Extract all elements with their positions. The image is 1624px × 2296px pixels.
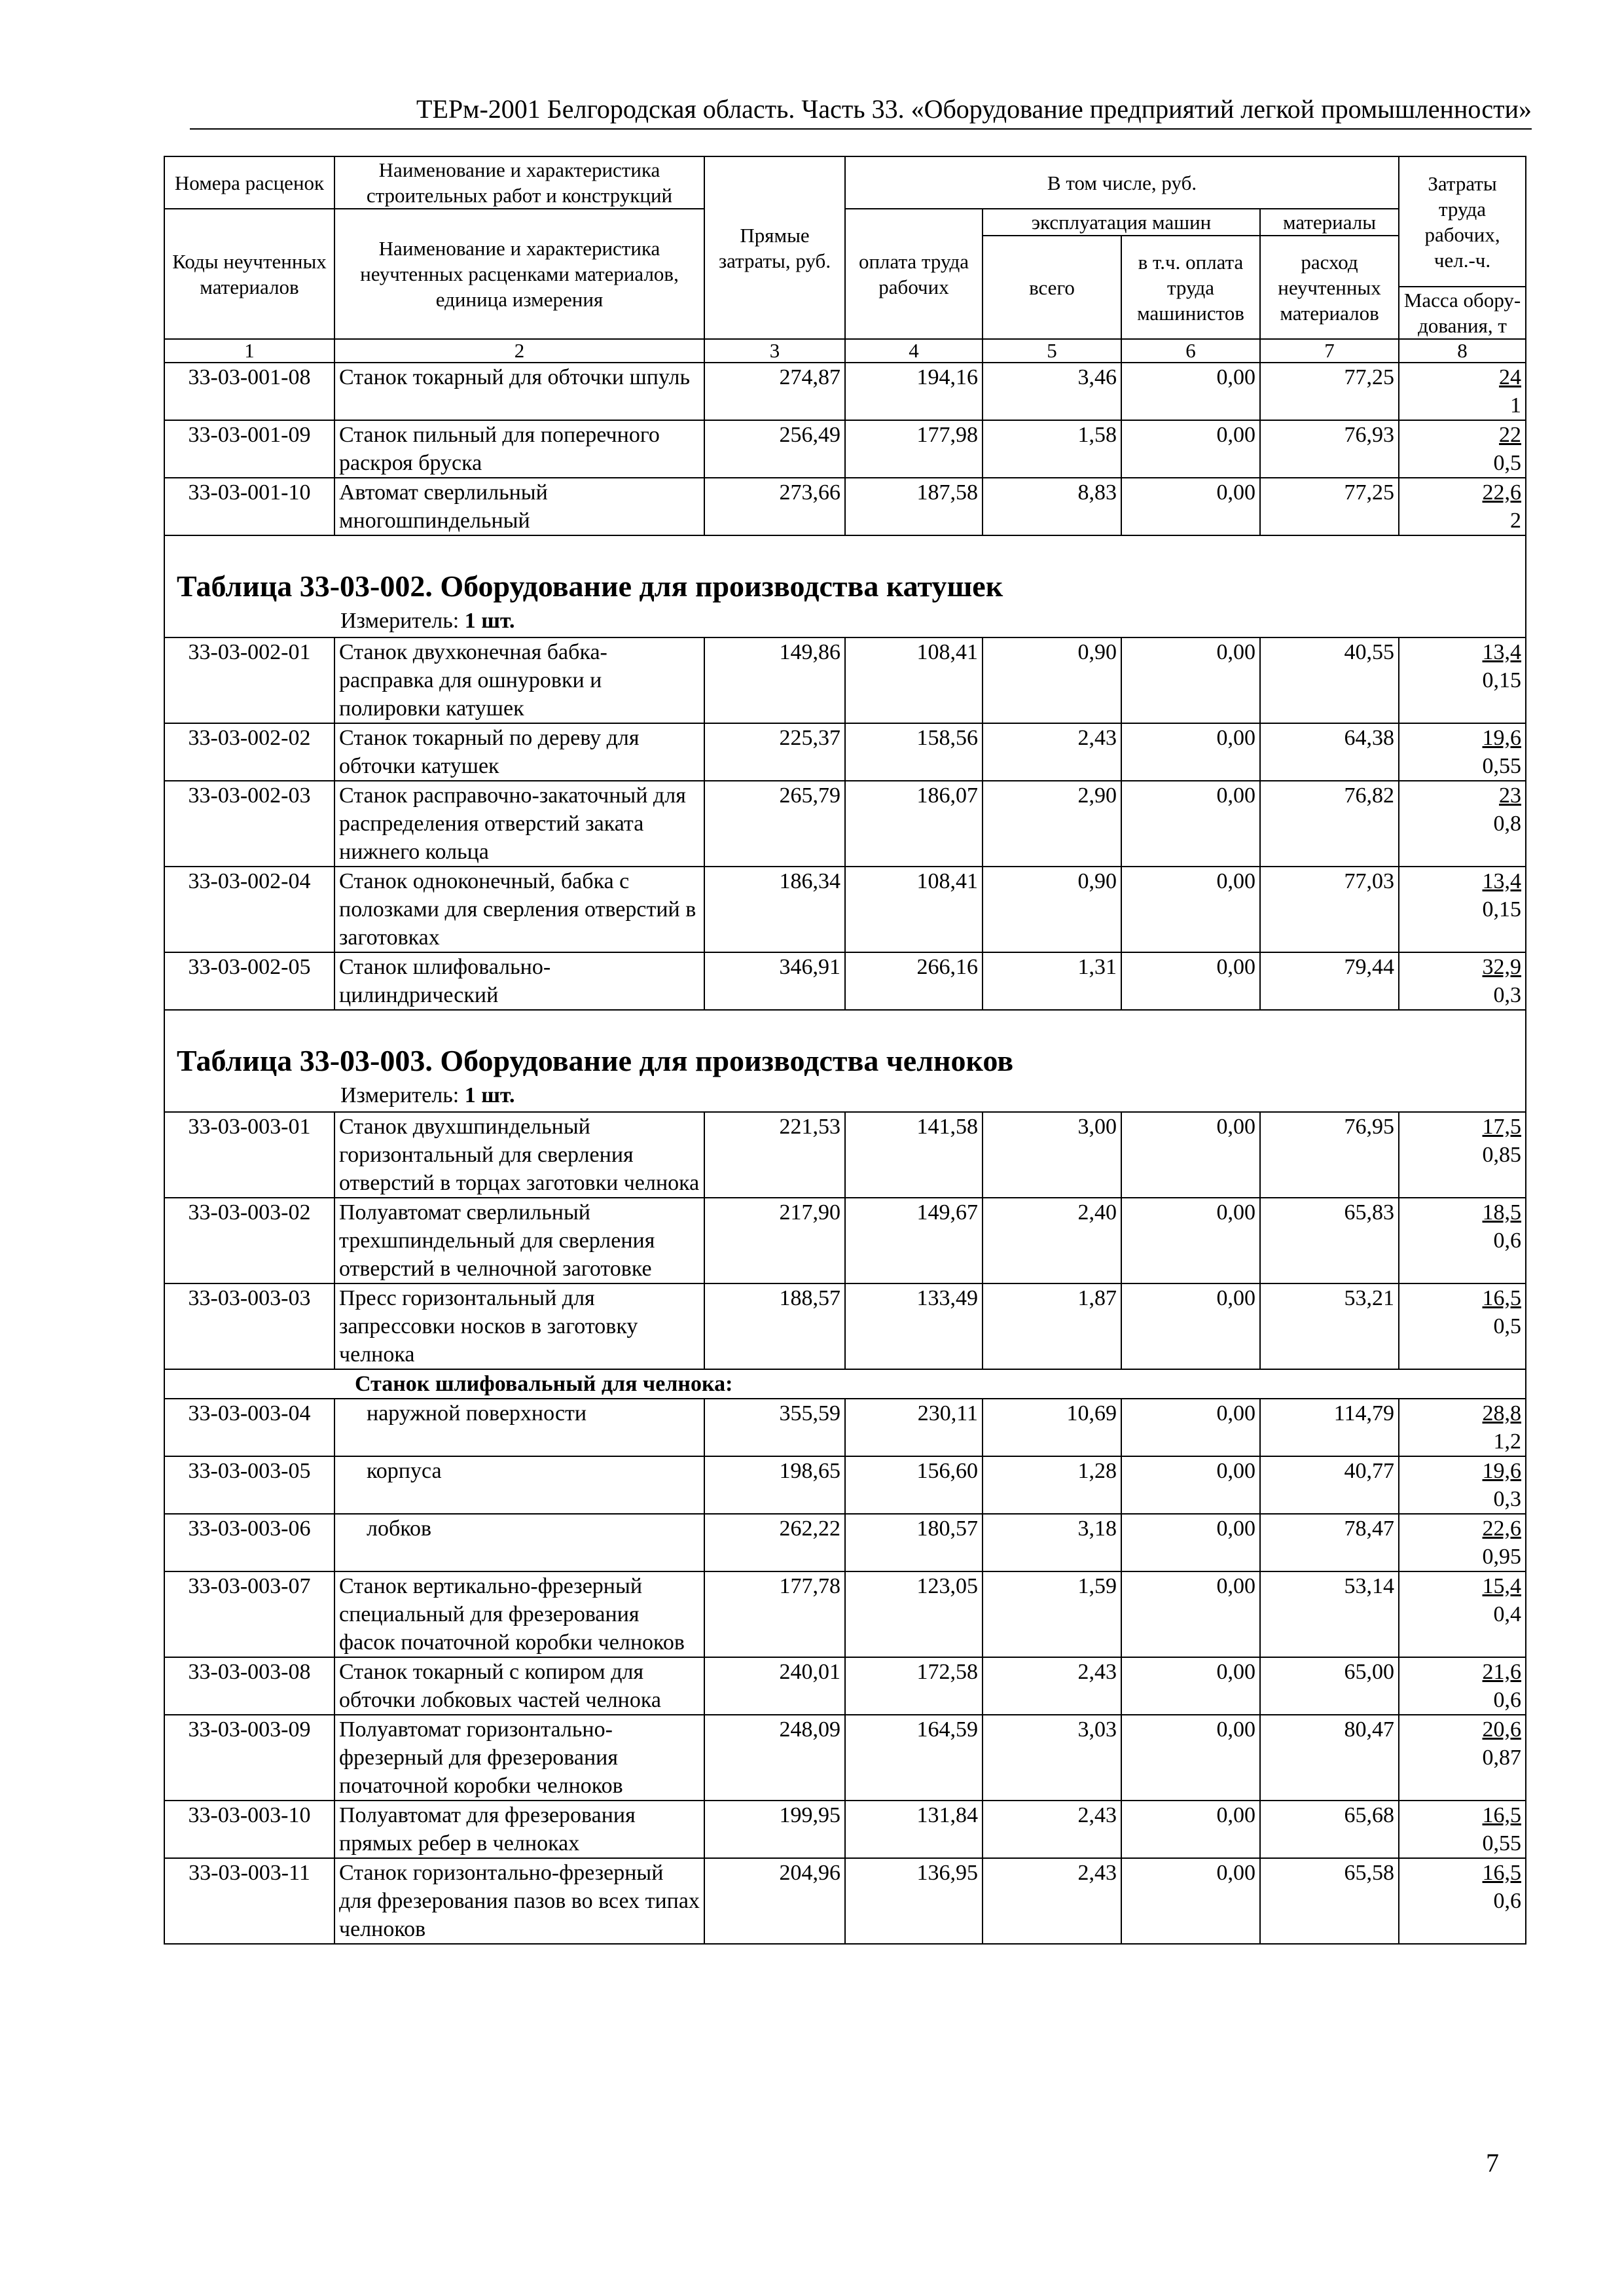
equipment-mass: 0,15 — [1482, 668, 1522, 692]
machinists-pay: 0,00 — [1121, 478, 1260, 535]
rate-name: Полуавтомат для фрезерования прямых ребер в челноках — [334, 1801, 704, 1858]
col-number: 2 — [334, 339, 704, 363]
rate-name: Пресс горизонтальный для запрессовки носков в заготовку челнока — [334, 1283, 704, 1369]
machinists-pay: 0,00 — [1121, 1858, 1260, 1944]
direct-costs: 199,95 — [704, 1801, 845, 1858]
rate-name: Станок двухконечная бабка-расправка для ошнуровки и полировки катушек — [334, 637, 704, 723]
equipment-mass: 1,2 — [1493, 1429, 1522, 1454]
rate-code: 33-03-003-10 — [164, 1801, 334, 1858]
materials-cost: 76,82 — [1260, 781, 1399, 867]
labor-pay: 131,84 — [845, 1801, 983, 1858]
price-table — [164, 156, 1526, 1945]
table-section-heading — [164, 535, 1526, 637]
machinists-pay: 0,00 — [1121, 420, 1260, 478]
labor-hours: 28,8 — [1482, 1401, 1522, 1426]
table-row — [164, 637, 1526, 723]
table-row — [164, 363, 1526, 420]
labor-hours: 22 — [1499, 423, 1522, 447]
table-row — [164, 1456, 1526, 1514]
measure-line — [177, 605, 1513, 637]
materials-cost: 77,03 — [1260, 867, 1399, 952]
direct-costs: 177,78 — [704, 1571, 845, 1657]
labor-and-mass-cell — [1399, 1456, 1526, 1514]
table-body — [164, 363, 1526, 1944]
machines-total: 1,31 — [983, 952, 1121, 1010]
labor-pay: 194,16 — [845, 363, 983, 420]
col-number: 5 — [983, 339, 1121, 363]
table-title: Таблица 33-03-002. Оборудование для производства катушек — [177, 569, 1003, 603]
direct-costs: 248,09 — [704, 1715, 845, 1801]
labor-pay: 133,49 — [845, 1283, 983, 1369]
materials-cost: 65,68 — [1260, 1801, 1399, 1858]
col-number: 7 — [1260, 339, 1399, 363]
machines-total: 3,18 — [983, 1514, 1121, 1571]
labor-and-mass-cell — [1399, 723, 1526, 781]
labor-hours: 23 — [1499, 783, 1522, 808]
machines-total: 1,58 — [983, 420, 1121, 478]
column-number-row — [164, 339, 1526, 363]
equipment-mass: 2 — [1510, 509, 1522, 533]
direct-costs: 204,96 — [704, 1858, 845, 1944]
table-title: Таблица 33-03-003. Оборудование для производства челноков — [177, 1044, 1014, 1077]
labor-and-mass-cell — [1399, 781, 1526, 867]
header-rule — [190, 128, 1532, 130]
rate-name: Станок расправочно-закаточный для распределения отверстий заката нижнего кольца — [334, 781, 704, 867]
rate-code: 33-03-001-10 — [164, 478, 334, 535]
rate-code: 33-03-003-07 — [164, 1571, 334, 1657]
labor-and-mass-cell — [1399, 1198, 1526, 1283]
rate-name: лобков — [334, 1514, 704, 1571]
machines-total: 0,90 — [983, 867, 1121, 952]
labor-and-mass-cell — [1399, 1571, 1526, 1657]
table-row — [164, 1283, 1526, 1369]
direct-costs: 262,22 — [704, 1514, 845, 1571]
labor-pay: 108,41 — [845, 867, 983, 952]
equipment-mass: 0,55 — [1482, 754, 1522, 778]
rate-code: 33-03-001-08 — [164, 363, 334, 420]
direct-costs: 221,53 — [704, 1112, 845, 1198]
rate-code: 33-03-003-05 — [164, 1456, 334, 1514]
machines-total: 1,28 — [983, 1456, 1121, 1514]
labor-and-mass-cell — [1399, 1801, 1526, 1858]
materials-cost: 79,44 — [1260, 952, 1399, 1010]
labor-hours: 16,5 — [1482, 1286, 1522, 1310]
col-header-material-codes: Коды неучтенных материалов — [164, 209, 334, 339]
group-heading: Станок шлифовальный для челнока: — [164, 1369, 1526, 1399]
labor-hours: 18,5 — [1482, 1200, 1522, 1225]
direct-costs: 217,90 — [704, 1198, 845, 1283]
equipment-mass: 1 — [1510, 393, 1522, 418]
labor-pay: 172,58 — [845, 1657, 983, 1715]
rate-code: 33-03-002-04 — [164, 867, 334, 952]
machines-total: 3,46 — [983, 363, 1121, 420]
labor-pay: 108,41 — [845, 637, 983, 723]
machines-total: 0,90 — [983, 637, 1121, 723]
table-row — [164, 952, 1526, 1010]
machines-total: 10,69 — [983, 1399, 1121, 1456]
table-row — [164, 1514, 1526, 1571]
rate-name: Полуавтомат горизонтально-фрезерный для фрезерования початочной коробки челноков — [334, 1715, 704, 1801]
rate-name: Станок вертикально-фрезерный специальный для фрезерования фасок початочной коробки челноков — [334, 1571, 704, 1657]
direct-costs: 274,87 — [704, 363, 845, 420]
materials-cost: 65,83 — [1260, 1198, 1399, 1283]
equipment-mass: 0,95 — [1482, 1545, 1522, 1569]
table-row — [164, 867, 1526, 952]
machinists-pay: 0,00 — [1121, 637, 1260, 723]
group-heading-row — [164, 1369, 1526, 1399]
rate-code: 33-03-002-03 — [164, 781, 334, 867]
materials-cost: 65,00 — [1260, 1657, 1399, 1715]
rate-code: 33-03-002-02 — [164, 723, 334, 781]
direct-costs: 346,91 — [704, 952, 845, 1010]
direct-costs: 355,59 — [704, 1399, 845, 1456]
labor-and-mass-cell — [1399, 1715, 1526, 1801]
materials-cost: 64,38 — [1260, 723, 1399, 781]
machinists-pay: 0,00 — [1121, 952, 1260, 1010]
table-header — [164, 156, 1526, 363]
table-row — [164, 478, 1526, 535]
labor-and-mass-cell — [1399, 1657, 1526, 1715]
materials-cost: 40,55 — [1260, 637, 1399, 723]
machines-total: 8,83 — [983, 478, 1121, 535]
labor-hours: 13,4 — [1482, 640, 1522, 664]
equipment-mass: 0,55 — [1482, 1831, 1522, 1856]
materials-cost: 80,47 — [1260, 1715, 1399, 1801]
rate-name: Станок одноконечный, бабка с полозками для сверления отверстий в заготовках — [334, 867, 704, 952]
col-header-labor-pay: оплата труда рабочих — [845, 209, 983, 339]
machinists-pay: 0,00 — [1121, 1715, 1260, 1801]
direct-costs: 273,66 — [704, 478, 845, 535]
labor-and-mass-cell — [1399, 478, 1526, 535]
page-number: 7 — [1486, 2148, 1499, 2178]
labor-and-mass-cell — [1399, 1399, 1526, 1456]
materials-cost: 53,21 — [1260, 1283, 1399, 1369]
equipment-mass: 0,5 — [1493, 1314, 1522, 1338]
machinists-pay: 0,00 — [1121, 1801, 1260, 1858]
labor-and-mass-cell — [1399, 1283, 1526, 1369]
labor-and-mass-cell — [1399, 952, 1526, 1010]
labor-pay: 230,11 — [845, 1399, 983, 1456]
machinists-pay: 0,00 — [1121, 1283, 1260, 1369]
rate-code: 33-03-003-09 — [164, 1715, 334, 1801]
rate-name: Станок двухшпиндельный горизонтальный для сверления отверстий в торцах заготовки челнока — [334, 1112, 704, 1198]
equipment-mass: 0,8 — [1493, 812, 1522, 836]
machinists-pay: 0,00 — [1121, 867, 1260, 952]
direct-costs: 188,57 — [704, 1283, 845, 1369]
rate-code: 33-03-003-04 — [164, 1399, 334, 1456]
equipment-mass: 0,6 — [1493, 1688, 1522, 1712]
labor-hours: 20,6 — [1482, 1717, 1522, 1742]
measure-value: 1 шт. — [464, 1083, 515, 1107]
labor-pay: 156,60 — [845, 1456, 983, 1514]
equipment-mass: 0,3 — [1493, 983, 1522, 1007]
labor-hours: 19,6 — [1482, 726, 1522, 750]
machines-total: 3,03 — [983, 1715, 1121, 1801]
equipment-mass: 0,6 — [1493, 1229, 1522, 1253]
measure-line — [177, 1080, 1513, 1111]
labor-pay: 136,95 — [845, 1858, 983, 1944]
rate-code: 33-03-002-01 — [164, 637, 334, 723]
labor-hours: 32,9 — [1482, 955, 1522, 979]
labor-hours: 22,6 — [1482, 480, 1522, 505]
equipment-mass: 0,15 — [1482, 897, 1522, 922]
measure-value: 1 шт. — [464, 609, 515, 633]
machines-total: 2,40 — [983, 1198, 1121, 1283]
labor-hours: 15,4 — [1482, 1574, 1522, 1598]
rate-name: Станок горизонтально-фрезерный для фрезерования пазов во всех типах челноков — [334, 1858, 704, 1944]
direct-costs: 186,34 — [704, 867, 845, 952]
labor-pay: 180,57 — [845, 1514, 983, 1571]
rate-code: 33-03-002-05 — [164, 952, 334, 1010]
machines-total: 2,43 — [983, 1801, 1121, 1858]
machinists-pay: 0,00 — [1121, 1112, 1260, 1198]
col-header-machines-group: эксплуатация машин — [983, 209, 1260, 236]
rate-code: 33-03-003-01 — [164, 1112, 334, 1198]
col-header-machines-total: всего — [983, 236, 1121, 339]
machines-total: 2,90 — [983, 781, 1121, 867]
machines-total: 3,00 — [983, 1112, 1121, 1198]
direct-costs: 240,01 — [704, 1657, 845, 1715]
rate-name: Станок токарный для обточки шпуль — [334, 363, 704, 420]
materials-cost: 114,79 — [1260, 1399, 1399, 1456]
labor-pay: 164,59 — [845, 1715, 983, 1801]
table-row — [164, 1571, 1526, 1657]
labor-hours: 16,5 — [1482, 1861, 1522, 1885]
labor-hours: 21,6 — [1482, 1660, 1522, 1684]
equipment-mass: 0,6 — [1493, 1889, 1522, 1913]
col-header-work-name: Наименование и характеристика строительных работ и конструкций — [334, 156, 704, 209]
rate-code: 33-03-001-09 — [164, 420, 334, 478]
materials-cost: 40,77 — [1260, 1456, 1399, 1514]
labor-hours: 22,6 — [1482, 1516, 1522, 1541]
materials-cost: 76,95 — [1260, 1112, 1399, 1198]
materials-cost: 77,25 — [1260, 363, 1399, 420]
materials-cost: 77,25 — [1260, 478, 1399, 535]
table-row — [164, 1858, 1526, 1944]
labor-and-mass-cell — [1399, 363, 1526, 420]
col-header-materials-group: материалы — [1260, 209, 1399, 236]
labor-hours: 13,4 — [1482, 869, 1522, 893]
materials-cost: 78,47 — [1260, 1514, 1399, 1571]
equipment-mass: 0,87 — [1482, 1746, 1522, 1770]
labor-pay: 149,67 — [845, 1198, 983, 1283]
equipment-mass: 0,3 — [1493, 1487, 1522, 1511]
col-header-material-name: Наименование и характеристика неучтенных расценками материалов, единица измерения — [334, 209, 704, 339]
measure-label: Измеритель: — [340, 609, 460, 633]
machines-total: 1,87 — [983, 1283, 1121, 1369]
equipment-mass: 0,85 — [1482, 1143, 1522, 1167]
labor-pay: 158,56 — [845, 723, 983, 781]
col-number: 6 — [1121, 339, 1260, 363]
machinists-pay: 0,00 — [1121, 1514, 1260, 1571]
machines-total: 2,43 — [983, 1657, 1121, 1715]
col-number: 4 — [845, 339, 983, 363]
rate-name: Станок токарный по дереву для обточки катушек — [334, 723, 704, 781]
machinists-pay: 0,00 — [1121, 723, 1260, 781]
col-header-direct-costs: Прямые затраты, руб. — [704, 156, 845, 339]
rate-name: Станок шлифовально-цилиндрический — [334, 952, 704, 1010]
table-row — [164, 1198, 1526, 1283]
rate-name: корпуса — [334, 1456, 704, 1514]
rate-name: Станок токарный с копиром для обточки лобковых частей челнока — [334, 1657, 704, 1715]
direct-costs: 198,65 — [704, 1456, 845, 1514]
rate-code: 33-03-003-08 — [164, 1657, 334, 1715]
materials-cost: 65,58 — [1260, 1858, 1399, 1944]
materials-cost: 53,14 — [1260, 1571, 1399, 1657]
machines-total: 2,43 — [983, 723, 1121, 781]
labor-hours: 24 — [1499, 365, 1522, 389]
machines-total: 2,43 — [983, 1858, 1121, 1944]
direct-costs: 256,49 — [704, 420, 845, 478]
rate-name: Автомат сверлильный многошпиндельный — [334, 478, 704, 535]
table-row — [164, 723, 1526, 781]
machinists-pay: 0,00 — [1121, 1198, 1260, 1283]
rate-code: 33-03-003-03 — [164, 1283, 334, 1369]
measure-label: Измеритель: — [340, 1083, 460, 1107]
direct-costs: 265,79 — [704, 781, 845, 867]
table-row — [164, 420, 1526, 478]
rate-name: наружной поверхности — [334, 1399, 704, 1456]
running-header: ТЕРм-2001 Белгородская область. Часть 33. «Оборудование предприятий легкой промышленности» — [416, 94, 1532, 124]
col-header-equipment-mass: Масса обору-дования, т — [1399, 287, 1526, 339]
col-header-labor-hours: Затраты труда рабочих, чел.-ч. — [1399, 156, 1526, 287]
labor-hours: 17,5 — [1482, 1115, 1522, 1139]
labor-and-mass-cell — [1399, 1112, 1526, 1198]
equipment-mass: 0,5 — [1493, 451, 1522, 475]
materials-cost: 76,93 — [1260, 420, 1399, 478]
table-row — [164, 1801, 1526, 1858]
machinists-pay: 0,00 — [1121, 1399, 1260, 1456]
labor-pay: 186,07 — [845, 781, 983, 867]
machinists-pay: 0,00 — [1121, 1657, 1260, 1715]
labor-hours: 19,6 — [1482, 1459, 1522, 1483]
col-header-including: В том числе, руб. — [845, 156, 1399, 209]
machinists-pay: 0,00 — [1121, 1571, 1260, 1657]
labor-and-mass-cell — [1399, 867, 1526, 952]
table-row — [164, 1112, 1526, 1198]
rate-name: Полуавтомат сверлильный трехшпиндельный для сверления отверстий в челночной заготовке — [334, 1198, 704, 1283]
machinists-pay: 0,00 — [1121, 1456, 1260, 1514]
rate-code: 33-03-003-11 — [164, 1858, 334, 1944]
col-header-machinists-pay: в т.ч. оплата труда машинистов — [1121, 236, 1260, 339]
col-header-unaccounted-materials: расход неучтенных материалов — [1260, 236, 1399, 339]
col-header-rate-numbers: Номера расценок — [164, 156, 334, 209]
col-number: 1 — [164, 339, 334, 363]
table-row — [164, 781, 1526, 867]
rate-name: Станок пильный для поперечного раскроя бруска — [334, 420, 704, 478]
labor-and-mass-cell — [1399, 1858, 1526, 1944]
table-row — [164, 1715, 1526, 1801]
rate-code: 33-03-003-06 — [164, 1514, 334, 1571]
direct-costs: 225,37 — [704, 723, 845, 781]
table-row — [164, 1399, 1526, 1456]
labor-pay: 266,16 — [845, 952, 983, 1010]
labor-and-mass-cell — [1399, 637, 1526, 723]
rate-code: 33-03-003-02 — [164, 1198, 334, 1283]
labor-and-mass-cell — [1399, 1514, 1526, 1571]
labor-pay: 177,98 — [845, 420, 983, 478]
labor-hours: 16,5 — [1482, 1803, 1522, 1827]
equipment-mass: 0,4 — [1493, 1602, 1522, 1626]
direct-costs: 149,86 — [704, 637, 845, 723]
labor-pay: 187,58 — [845, 478, 983, 535]
machinists-pay: 0,00 — [1121, 363, 1260, 420]
machines-total: 1,59 — [983, 1571, 1121, 1657]
labor-pay: 123,05 — [845, 1571, 983, 1657]
labor-and-mass-cell — [1399, 420, 1526, 478]
machinists-pay: 0,00 — [1121, 781, 1260, 867]
col-number: 8 — [1399, 339, 1526, 363]
table-section-heading — [164, 1010, 1526, 1112]
table-row — [164, 1657, 1526, 1715]
labor-pay: 141,58 — [845, 1112, 983, 1198]
col-number: 3 — [704, 339, 845, 363]
